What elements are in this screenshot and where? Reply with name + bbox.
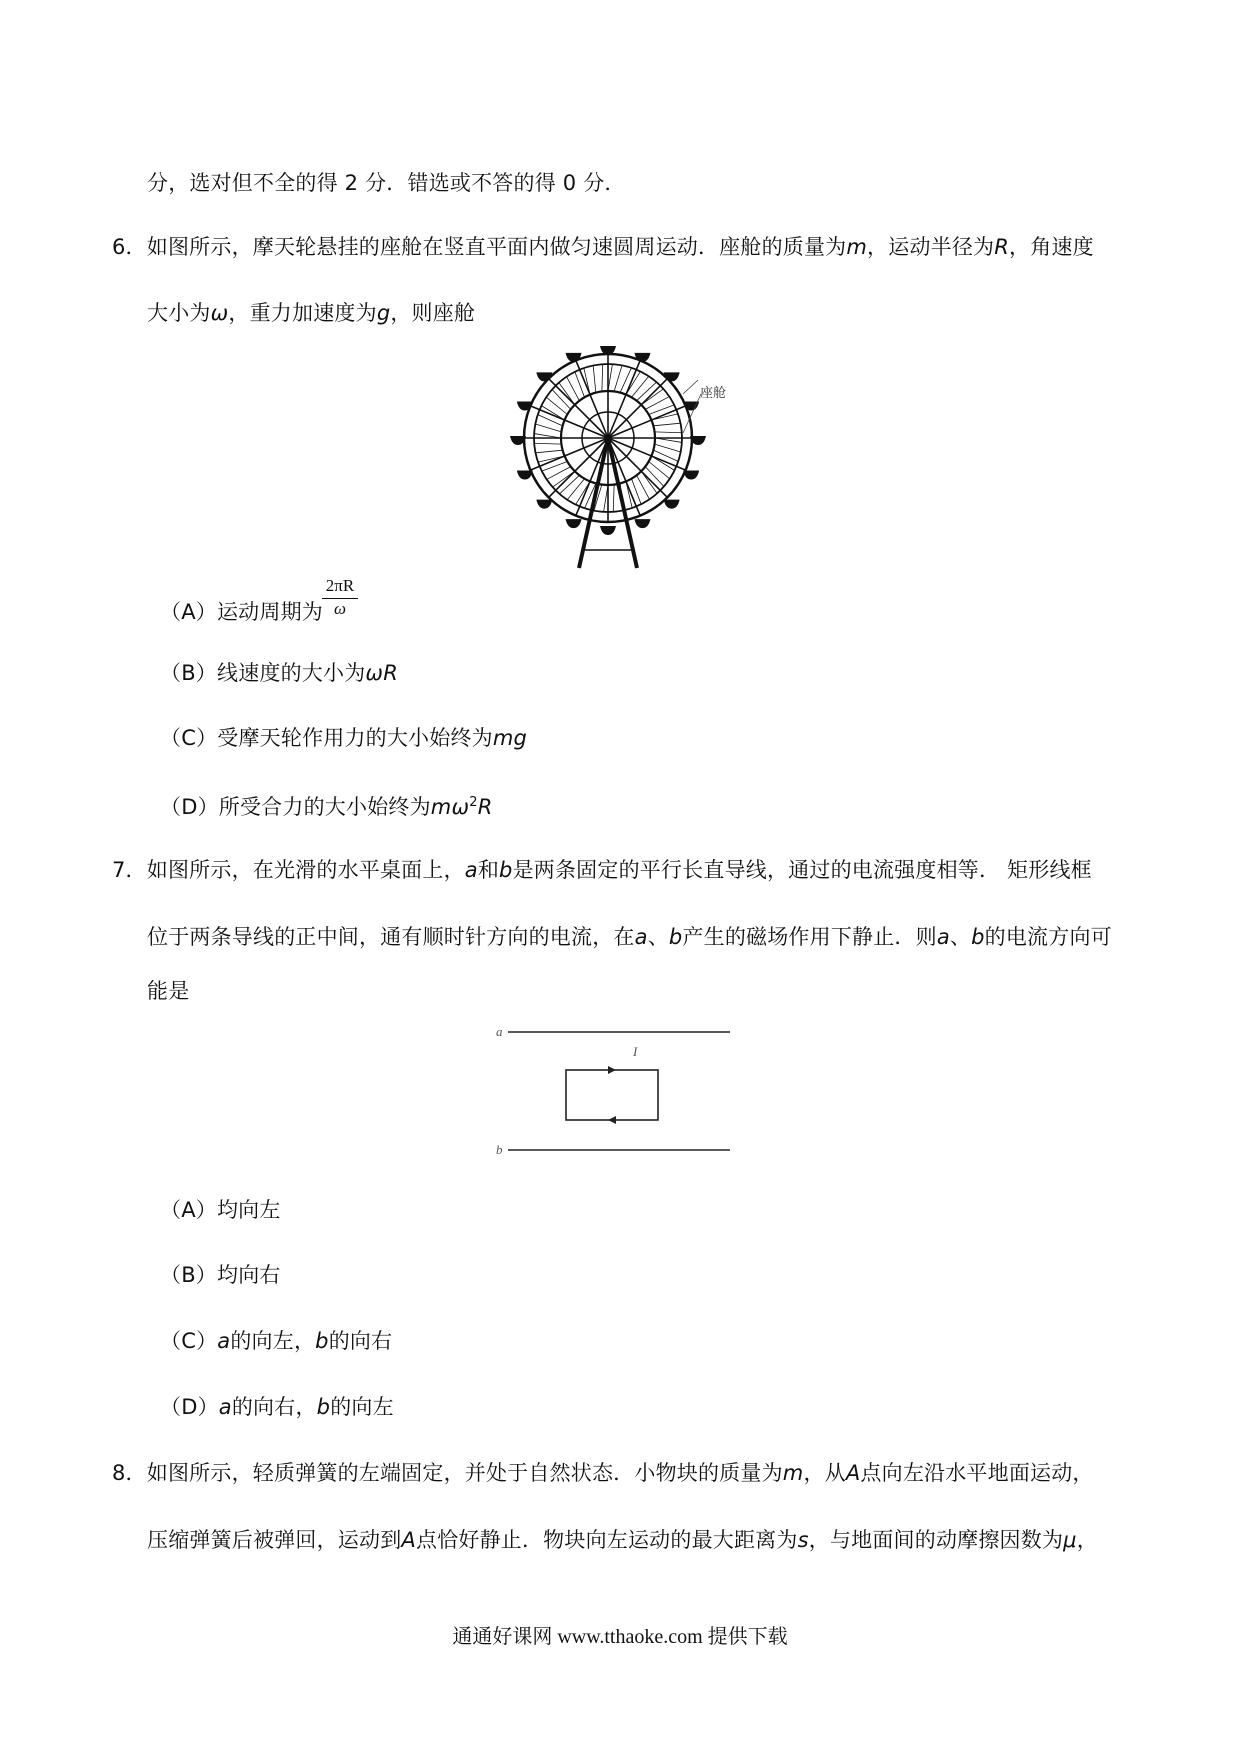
q6-line1: 6．如图所示，摩天轮悬挂的座舱在竖直平面内做匀速圆周运动．座舱的质量为m，运动半径为R，角速度 — [112, 235, 1094, 259]
q8-number: 8． — [112, 1461, 147, 1485]
wheel-lattice-rung — [641, 471, 657, 493]
q7-option-d: （D）a的向右，b的向左 — [160, 1395, 394, 1419]
wheel-spoke — [549, 379, 608, 438]
gondola-icon — [634, 353, 650, 362]
wheel-spoke — [549, 438, 608, 497]
gondola-icon — [517, 470, 533, 479]
rectangular-loop — [566, 1070, 658, 1120]
wheel-lattice-rung — [553, 471, 575, 487]
q7-option-b: （B）均向右 — [160, 1263, 281, 1287]
wheel-lattice-rung — [593, 366, 596, 393]
current-label: I — [633, 1044, 638, 1059]
wheel-lattice-rung — [575, 372, 585, 397]
wheel-lattice-rung — [649, 405, 674, 415]
q6-number: 6． — [112, 235, 147, 259]
wheel-lattice-rung — [614, 365, 622, 391]
wheel-lattice-rung — [534, 443, 561, 444]
gondola-icon — [566, 353, 582, 362]
current-arrow-top-icon — [608, 1066, 616, 1074]
figure-label-gondola: 座舱 — [700, 386, 727, 401]
wire-b-label: b — [496, 1142, 503, 1157]
q7-option-a: （A）均向左 — [160, 1198, 281, 1222]
wheel-lattice-rung — [547, 467, 571, 480]
intro-scoring-rule: 分，选对但不全的得 2 分．错选或不答的得 0 分． — [147, 171, 626, 195]
wheel-lattice-rung — [653, 423, 680, 426]
wheel-lattice-rung — [632, 479, 642, 504]
wheel-lattice-rung — [602, 364, 603, 391]
gondola-icon — [517, 402, 533, 411]
q8-line2: 压缩弹簧后被弹回，运动到A点恰好静止．物块向左运动的最大距离为s，与地面间的动摩擦因数为μ， — [147, 1528, 1098, 1552]
current-arrow-bottom-icon — [608, 1116, 616, 1124]
wheel-lattice-rung — [637, 475, 650, 499]
wheel-spoke — [608, 379, 667, 438]
wheel-lattice-rung — [536, 450, 563, 453]
q6-option-c: （C）受摩天轮作用力的大小始终为mg — [160, 726, 528, 750]
gondola-icon — [566, 519, 582, 528]
q6-option-b: （B）线速度的大小为ωR — [160, 661, 398, 685]
ferris-wheel-figure — [505, 340, 735, 570]
fraction-denominator: ω — [333, 599, 346, 618]
wire-a-label: a — [496, 1024, 503, 1039]
wheel-lattice-rung — [655, 444, 681, 452]
wire-loop-drawing — [480, 1020, 760, 1170]
gondola-icon — [634, 519, 650, 528]
wheel-lattice-rung — [567, 479, 584, 500]
gondola-icon — [536, 500, 552, 509]
wire-loop-figure — [480, 1020, 760, 1170]
wheel-lattice-rung — [641, 389, 663, 405]
wheel-lattice-rung — [645, 397, 669, 410]
wheel-lattice-rung — [613, 485, 614, 512]
wheel-lattice-rung — [632, 376, 649, 397]
wheel-lattice-rung — [655, 432, 682, 433]
wheel-lattice-rung — [567, 377, 580, 401]
wheel-spoke — [608, 438, 667, 497]
gondola-icon — [683, 470, 699, 479]
q7-number: 7． — [112, 858, 147, 882]
q8-line1: 8．如图所示，轻质弹簧的左端固定，并处于自然状态．小物块的质量为m，从A点向左沿水平地面运动， — [112, 1461, 1094, 1485]
wheel-lattice-rung — [649, 462, 670, 479]
q7-option-c: （C）a的向左，b的向右 — [160, 1329, 393, 1353]
q7-line2: 位于两条导线的正中间，通有顺时针方向的电流，在a、b产生的磁场作用下静止．则a、b的电流方向可 — [147, 925, 1112, 949]
q7-line3: 能是 — [147, 979, 190, 1003]
wheel-lattice-rung — [542, 462, 567, 472]
gondola-icon — [600, 526, 616, 535]
q6-line2: 大小为ω，重力加速度为g，则座舱 — [147, 301, 476, 325]
wheel-lattice-rung — [535, 424, 561, 432]
q6-option-a-fraction — [320, 576, 360, 619]
fraction-numerator: 2πR — [325, 576, 355, 595]
page-footer: 通通好课网 www.tthaoke.com 提供下载 — [452, 1626, 788, 1648]
q6-option-d: （D）所受合力的大小始终为$m\omega^2R$ — [160, 795, 493, 819]
wheel-lattice-rung — [559, 383, 575, 405]
gondola-icon — [664, 500, 680, 509]
q7-line1: 7．如图所示，在光滑的水平桌面上，a和b是两条固定的平行长直导线，通过的电流强度相等． 矩形线框 — [112, 858, 1092, 882]
q6-option-a: （A）运动周期为 — [160, 600, 323, 624]
wheel-lattice-rung — [546, 397, 567, 414]
ferris-wheel-drawing — [505, 340, 735, 570]
